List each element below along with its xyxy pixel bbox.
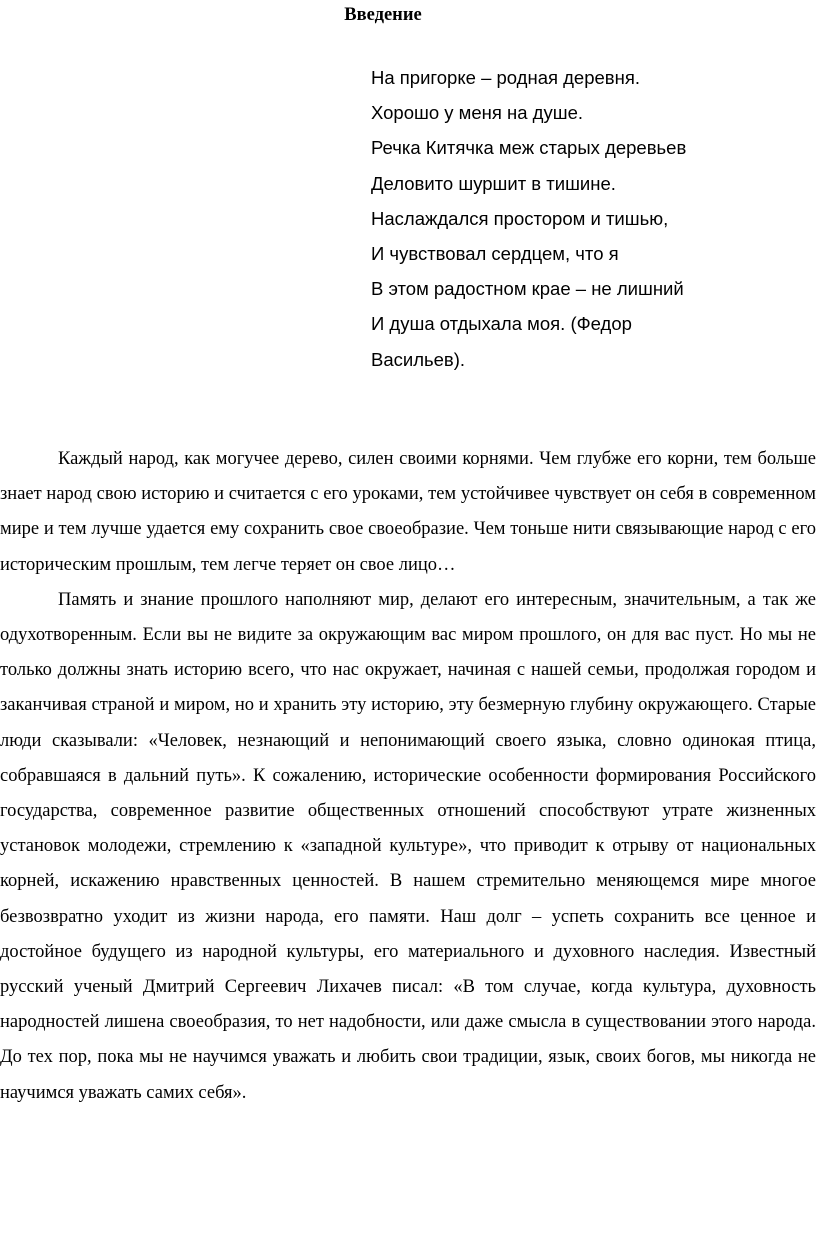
poem-line: В этом радостном крае – не лишний [371, 278, 684, 300]
poem-line: Хорошо у меня на душе. [371, 102, 584, 124]
poem-line: Речка Китячка меж старых деревьев [371, 137, 687, 159]
epigraph-poem [371, 60, 731, 377]
poem-line: На пригорке – родная деревня. [371, 67, 640, 88]
poem-line: Деловито шуршит в тишине. [371, 172, 616, 194]
poem-line: И душа отдыхала моя. (Федор [371, 313, 632, 335]
poem-line: Наслаждался простором и тишью, [371, 207, 669, 229]
body-text [0, 442, 816, 1111]
poem-author-line: Васильев). [371, 348, 466, 370]
page-title: Введение [344, 5, 422, 25]
paragraph-roots: Каждый народ, как могучее дерево, силен своими корнями. Чем глубже его корни, тем больше знает народ свою историю и считается с его уроками, тем устойчивее чувствует он себя в современном мире и тем лучше удается ему сохранить свое своеобразие. Чем тоньше нити связывающие народ с его историческим прошлым, тем легче теряет он свое лицо… [0, 449, 816, 575]
paragraph-memory: Память и знание прошлого наполняют мир, делают его интересным, значительным, а так же одухотворенным. Если вы не видите за окружающим вас миром прошлого, он для вас пуст. Но мы не только должны знать историю всего, что нас окружает, начиная с нашей семьи, продолжая городом и заканчивая страной и миром, но и хранить эту историю, эту безмерную глубину окружающего. Старые люди сказывали: «Человек, незнающий и непонимающий своего языка, словно одинокая птица, собравшаяся в дальний путь». К сожалению, исторические особенности формирования Российского государства, современное развитие общественных отношений способствуют утрате жизненных установок молодежи, стремлению к «западной культуре», что приводит к отрыву от национальных корней, искажению нравственных ценностей. В нашем стремительно меняющемся мире многое безвозвратно уходит из жизни народа, его памяти. Наш долг – успеть сохранить все ценное и достойное будущего из народной культуры, его материального и духовного наследия. Известный русский ученый Дмитрий Сергеевич Лихачев писал: «В том случае, когда культура, духовность народностей лишена своеобразия, то нет надобности, или даже смысла в существовании этого народа. До тех пор, пока мы не научимся уважать и любить свои традиции, язык, своих богов, мы никогда не научимся уважать самих себя». [0, 589, 816, 1103]
poem-line: И чувствовал сердцем, что я [371, 243, 619, 265]
